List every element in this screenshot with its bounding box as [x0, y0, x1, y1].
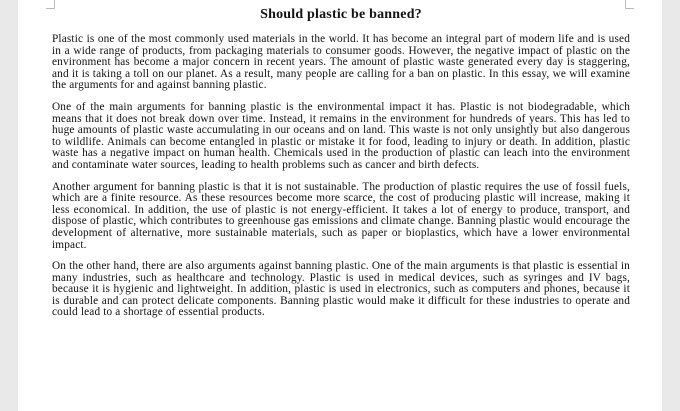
- document-page[interactable]: [18, 0, 662, 411]
- paragraph-arguments-against: On the other hand, there are also arguments against banning plastic. One of the main arguments is that plastic is essential in many industries, such as healthcare and technology. Plastic is used in medical devices, such as syringes and IV bags, because it is hygienic and lightweight. In addition, plastic is used in electronics, such as computers and phones, because it is durable and can protect delicate components. Banning plastic would make it difficult for these industries to operate and could lead to a shortage of essential products.: [52, 260, 630, 319]
- paragraph-environmental-impact: One of the main arguments for banning plastic is the environmental impact it has. Plastic is not biodegradable, which means that it does not break down over time. Instead, it remains in the environment for hundreds of years. This has led to huge amounts of plastic waste accumulating in our oceans and on land. This waste is not only unsightly but also dangerous to wildlife. Animals can become entangled in plastic or mistake it for food, leading to injury or death. In addition, plastic waste has a negative impact on human health. Chemicals used in the production of plastic can leach into the environment and contaminate water sources, leading to health problems such as cancer and birth defects.: [52, 100, 630, 171]
- document-body[interactable]: [52, 6, 630, 329]
- document-title: Should plastic be banned?: [260, 7, 422, 22]
- paragraph-introduction: Plastic is one of the most commonly used materials in the world. It has become an integral part of modern life and is used in a wide range of products, from packaging materials to consumer goods. However, the negative impact of plastic on the environment has become a major concern in recent years. The amount of plastic waste generated every day is staggering, and it is taking a toll on our planet. As a result, many people are calling for a ban on plastic. In this essay, we will examine the arguments for and against banning plastic.: [52, 33, 630, 92]
- paragraph-sustainability: Another argument for banning plastic is that it is not sustainable. The production of plastic requires the use of fossil fuels, which are a finite resource. As these resources become more scarce, the cost of producing plastic will increase, making it less economical. In addition, the use of plastic is not energy-efficient. It takes a lot of energy to produce, transport, and dispose of plastic, which contributes to greenhouse gas emissions and climate change. Banning plastic would encourage the development of alternative, more sustainable materials, such as paper or bioplastics, which have a lower environmental impact.: [52, 180, 630, 251]
